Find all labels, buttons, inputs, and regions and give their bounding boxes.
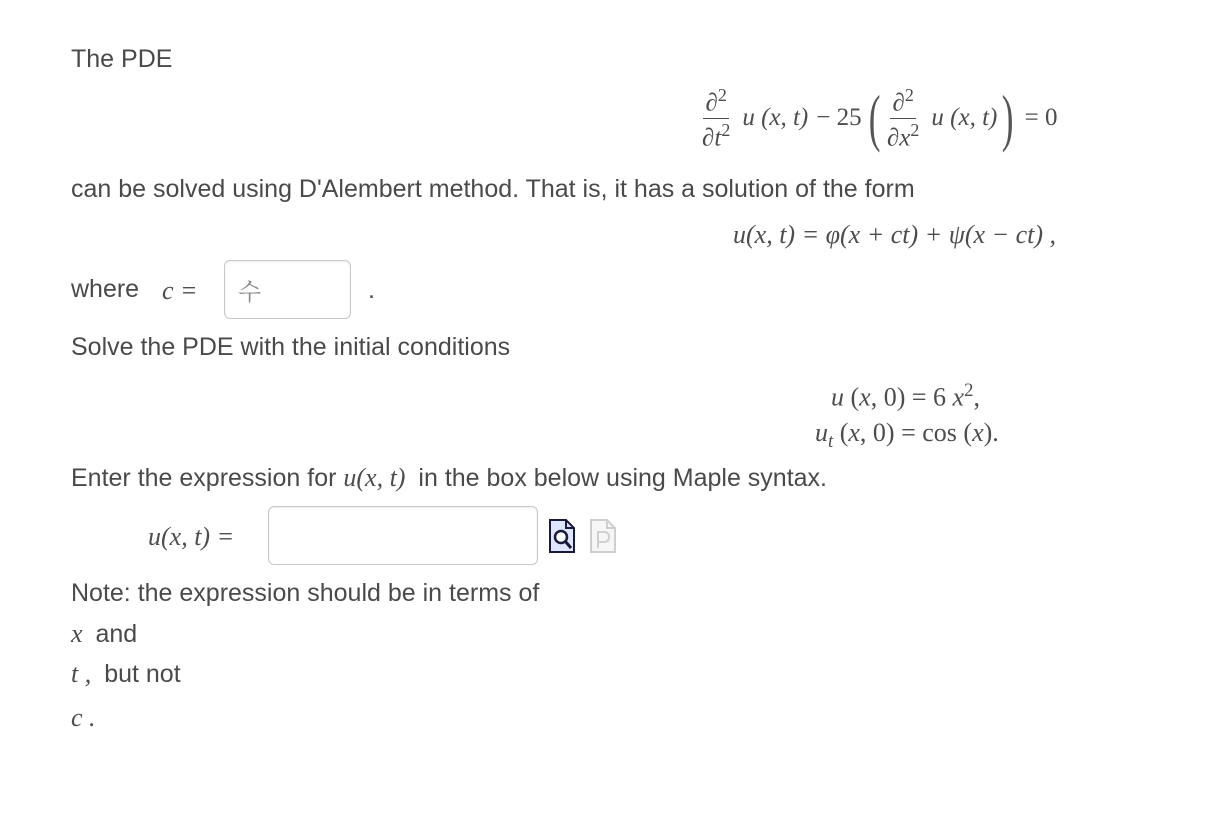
pde-equation [700, 82, 1058, 154]
where-label: where [71, 275, 140, 303]
note-line-1: Note: the expression should be in terms of [71, 579, 540, 607]
d2-dt2-fraction: $\frac{\partial^2}{\partial t^2}$ [702, 85, 731, 152]
note-c: c . [71, 703, 96, 732]
c-input-value: 수 [238, 278, 262, 306]
maple-syntax-icon[interactable] [589, 518, 617, 561]
preview-icon[interactable] [548, 518, 576, 561]
note-but-not: but not [104, 660, 181, 688]
note-x: x [71, 619, 83, 648]
note-line-3 [71, 659, 181, 689]
enter-math: u(x, t) [343, 463, 406, 492]
c-equals: c = [162, 276, 198, 305]
pde-eq-zero: = 0 [1024, 104, 1058, 132]
intro-text: The PDE [71, 45, 173, 73]
method-text: can be solved using D'Alembert method. That is, it has a solution of the form [71, 175, 915, 203]
d2-dx2-fraction: $\frac{\partial^2}{\partial x^2}$ [886, 85, 920, 152]
pde-minus-25: − 25 [816, 104, 862, 132]
enter-text-after: in the box below using Maple syntax. [418, 464, 827, 492]
solution-form: u(x, t) = φ(x + ct) + ψ(x − ct) , [733, 220, 1057, 249]
note-line-2 [71, 619, 137, 649]
initial-condition-2: $u_t$ (x, 0) = cos (x). [815, 418, 999, 453]
c-period: . [368, 276, 375, 304]
pde-u-term-2: u (x, t) [931, 104, 998, 132]
pde-u-term: u (x, t) [742, 104, 809, 132]
right-paren: ) [1002, 82, 1014, 154]
note-and: and [95, 620, 138, 648]
enter-expression-text [71, 463, 827, 493]
solve-text: Solve the PDE with the initial conditions [71, 333, 511, 361]
enter-text-before: Enter the expression for [71, 464, 337, 492]
answer-label: u(x, t) = [148, 522, 235, 551]
note-t: t , [71, 659, 92, 688]
initial-condition-1: u (x, 0) = 6 $x^2$, [831, 380, 980, 412]
answer-input[interactable] [268, 506, 538, 565]
c-input[interactable] [224, 260, 351, 319]
left-paren: ( [868, 82, 881, 154]
